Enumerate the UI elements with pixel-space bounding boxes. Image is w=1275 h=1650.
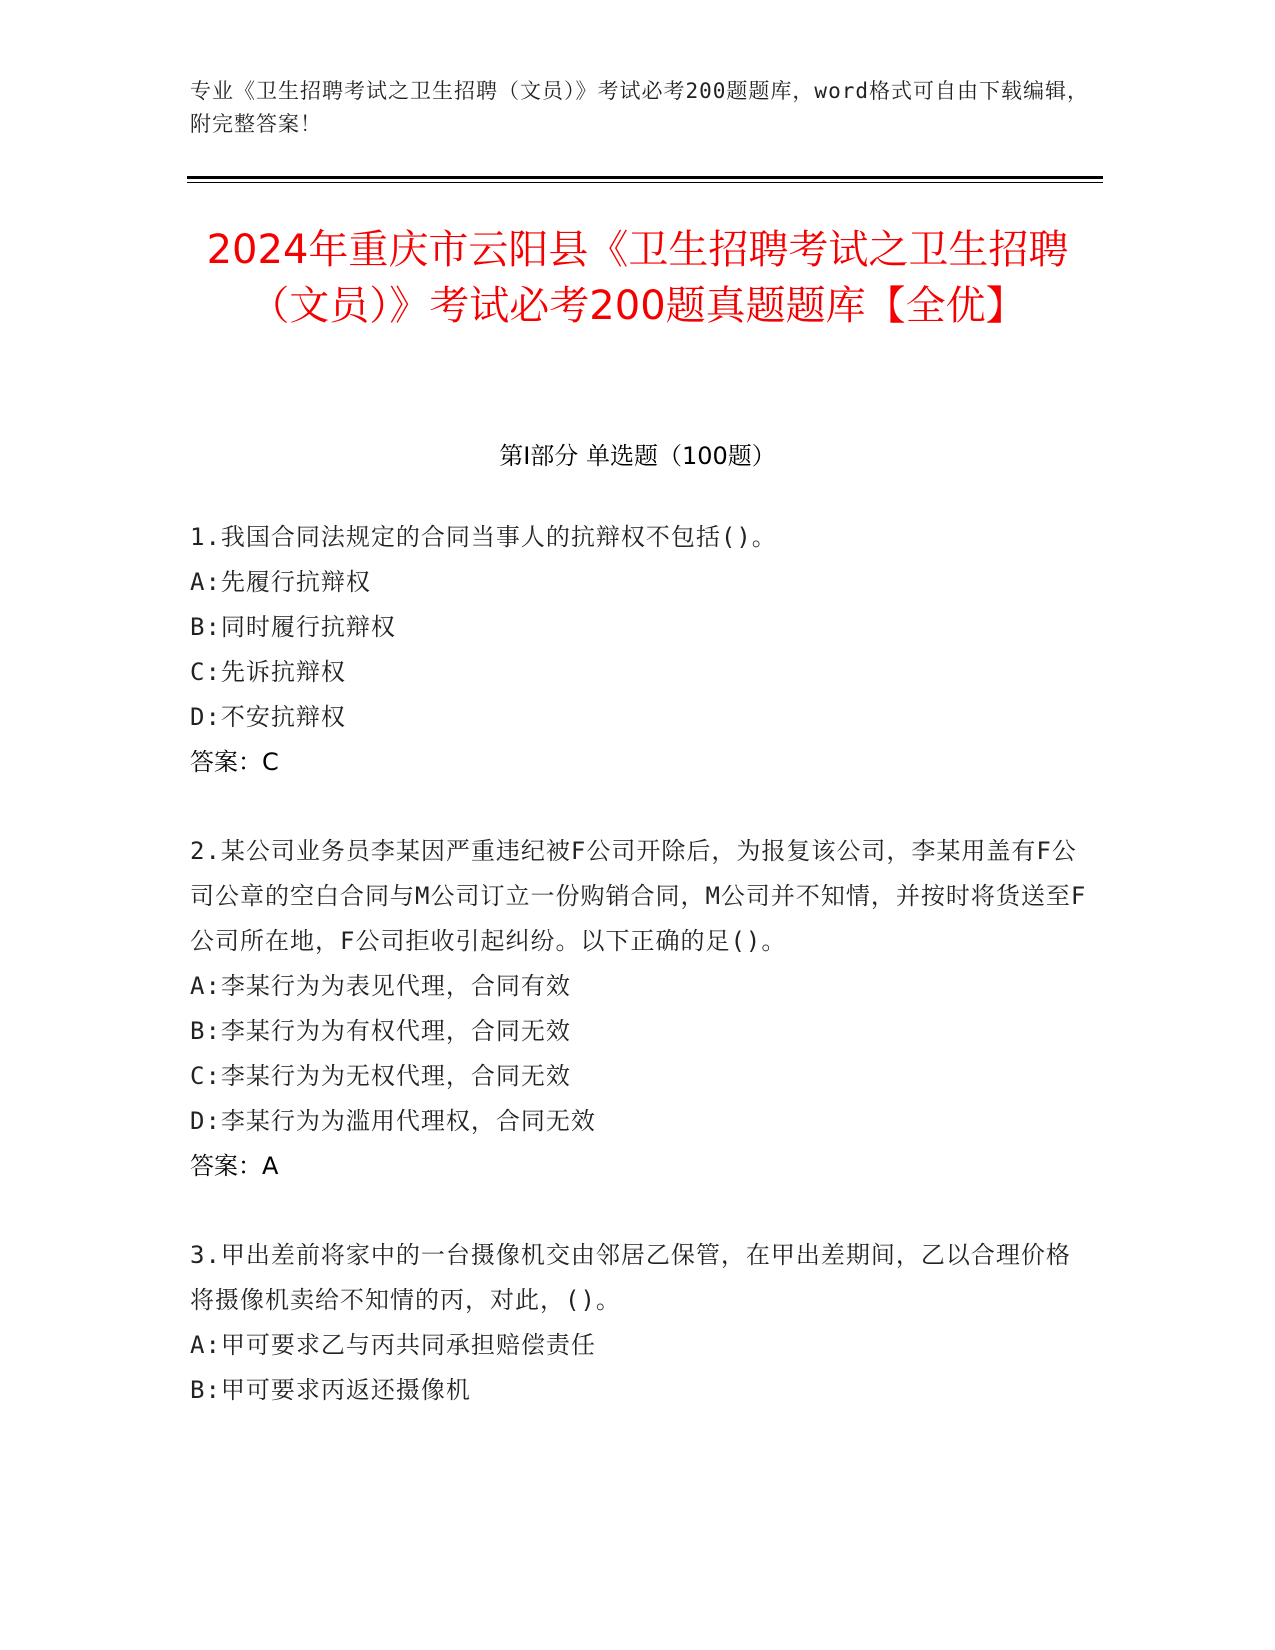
- option-c: C:先诉抗辩权: [190, 658, 346, 686]
- option-b: B:同时履行抗辩权: [190, 613, 396, 641]
- question-1: [190, 515, 1090, 785]
- option-b: B:甲可要求丙返还摄像机: [190, 1376, 471, 1404]
- question-stem: 1.我国合同法规定的合同当事人的抗辩权不包括()。: [190, 523, 777, 551]
- option-c: C:李某行为为无权代理，合同无效: [190, 1062, 571, 1090]
- question-stem: 2.某公司业务员李某因严重违纪被F公司开除后，为报复该公司，李某用盖有F公司公章的空白合同与M公司订立一份购销合同，M公司并不知情，并按时将货送至F公司所在地，F公司拒收引起纠纷。以下正确的足()。: [190, 837, 1087, 955]
- question-list: [190, 515, 1090, 1457]
- option-d: D:不安抗辩权: [190, 703, 346, 731]
- option-a: A:李某行为为表见代理，合同有效: [190, 972, 571, 1000]
- question-stem: 3.甲出差前将家中的一台摄像机交由邻居乙保管，在甲出差期间，乙以合理价格将摄像机卖给不知情的丙，对此，()。: [190, 1241, 1071, 1314]
- option-b: B:李某行为为有权代理，合同无效: [190, 1017, 571, 1045]
- option-a: A:先履行抗辩权: [190, 568, 371, 596]
- document-title: 2024年重庆市云阳县《卫生招聘考试之卫生招聘（文员）》考试必考200题真题题库【全优】: [206, 227, 1069, 329]
- option-d: D:李某行为为滥用代理权，合同无效: [190, 1107, 596, 1135]
- header-divider-thick: [187, 176, 1103, 179]
- option-a: A:甲可要求乙与丙共同承担赔偿责任: [190, 1331, 596, 1359]
- answer: 答案：C: [190, 748, 279, 776]
- answer: 答案：A: [190, 1152, 279, 1180]
- header-divider-thin: [187, 182, 1103, 183]
- section-heading: 第I部分 单选题（100题）: [499, 442, 776, 470]
- header-note: 专业《卫生招聘考试之卫生招聘（文员）》考试必考200题题库，word格式可自由下载编辑，附完整答案！: [190, 79, 1089, 136]
- question-2: [190, 829, 1090, 1189]
- question-3: [190, 1233, 1090, 1413]
